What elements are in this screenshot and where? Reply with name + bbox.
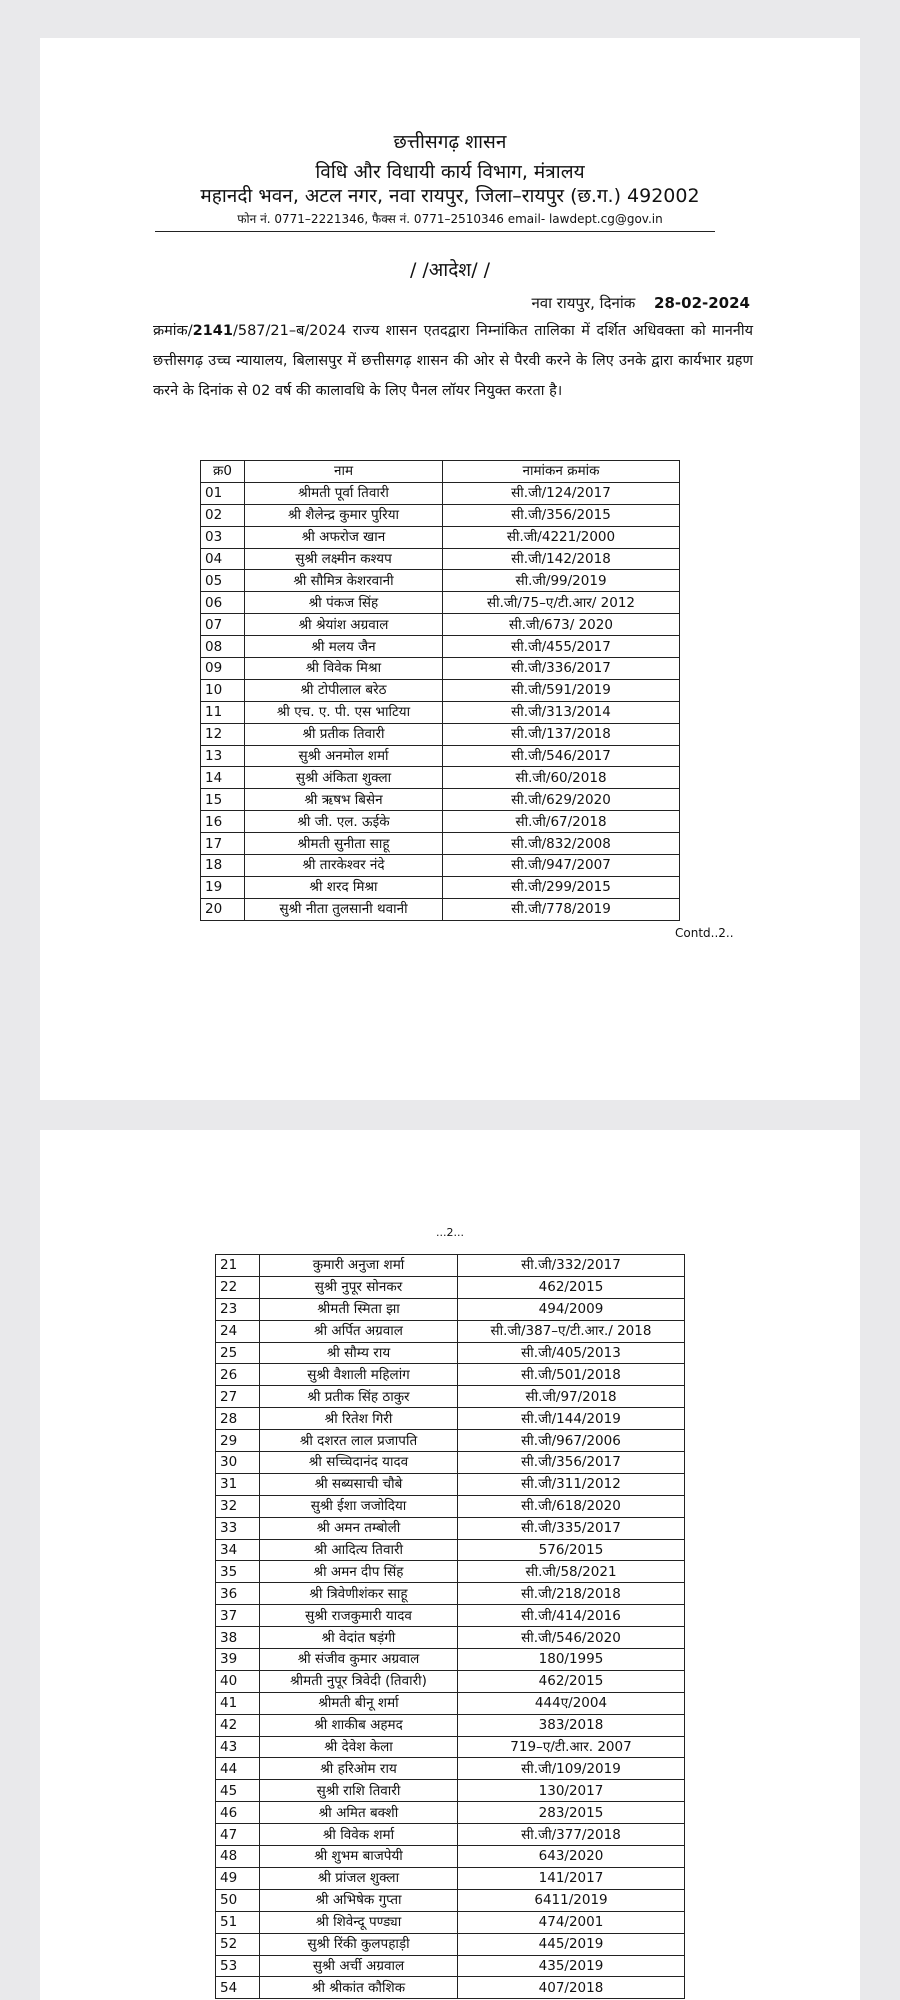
table-row — [201, 833, 680, 855]
table-row — [216, 1452, 685, 1474]
column-header-name: नाम — [245, 461, 443, 483]
table-row — [201, 636, 680, 658]
table-row — [201, 701, 680, 723]
enrollment-cell: सी.जी/75–ए/टी.आर/ 2012 — [443, 592, 680, 614]
enrollment-cell: सी.जी/591/2019 — [443, 679, 680, 701]
table-row — [216, 1605, 685, 1627]
enrollment-cell: सी.जी/137/2018 — [443, 723, 680, 745]
serial-cell: 16 — [201, 811, 245, 833]
column-header-serial: क्र0 — [201, 461, 245, 483]
name-cell: श्री शिवेन्दू पण्ड्या — [260, 1911, 458, 1933]
enrollment-cell: 474/2001 — [458, 1911, 685, 1933]
serial-cell: 27 — [216, 1386, 260, 1408]
name-cell: श्री श्रेयांश अग्रवाल — [245, 614, 443, 636]
serial-cell: 46 — [216, 1802, 260, 1824]
serial-cell: 31 — [216, 1473, 260, 1495]
table-row — [216, 1977, 685, 1999]
order-title: / /आदेश/ / — [409, 259, 491, 281]
order-number: 2141 — [192, 323, 233, 339]
name-cell: श्री वेदांत षड़ंगी — [260, 1627, 458, 1649]
serial-cell: 13 — [201, 745, 245, 767]
enrollment-cell: 576/2015 — [458, 1539, 685, 1561]
table-row — [216, 1298, 685, 1320]
enrollment-cell: सी.जी/546/2017 — [443, 745, 680, 767]
enrollment-cell: सी.जी/618/2020 — [458, 1495, 685, 1517]
serial-cell: 06 — [201, 592, 245, 614]
table-row — [216, 1955, 685, 1977]
name-cell: श्री अमित बक्शी — [260, 1802, 458, 1824]
enrollment-cell: सी.जी/967/2006 — [458, 1430, 685, 1452]
enrollment-cell: सी.जी/778/2019 — [443, 898, 680, 920]
serial-cell: 19 — [201, 876, 245, 898]
serial-cell: 41 — [216, 1692, 260, 1714]
enrollment-cell: सी.जी/60/2018 — [443, 767, 680, 789]
name-cell: सुश्री अर्ची अग्रवाल — [260, 1955, 458, 1977]
table-row — [201, 767, 680, 789]
header-address: महानदी भवन, अटल नगर, नवा रायपुर, जिला–रायपुर (छ.ग.) 492002 — [200, 185, 700, 207]
name-cell: श्री दशरत लाल प्रजापति — [260, 1430, 458, 1452]
enrollment-cell: सी.जी/377/2018 — [458, 1824, 685, 1846]
table-row — [216, 1539, 685, 1561]
name-cell: सुश्री वैशाली महिलांग — [260, 1364, 458, 1386]
serial-cell: 36 — [216, 1583, 260, 1605]
enrollment-cell: 445/2019 — [458, 1933, 685, 1955]
serial-cell: 43 — [216, 1736, 260, 1758]
name-cell: श्री अमन दीप सिंह — [260, 1561, 458, 1583]
name-cell: सुश्री रिंकी कुलपहाड़ी — [260, 1933, 458, 1955]
name-cell: श्री अभिषेक गुप्ता — [260, 1889, 458, 1911]
name-cell: श्री मलय जैन — [245, 636, 443, 658]
table-row — [201, 658, 680, 680]
table-row — [216, 1408, 685, 1430]
serial-cell: 11 — [201, 701, 245, 723]
serial-cell: 52 — [216, 1933, 260, 1955]
table-row — [201, 898, 680, 920]
serial-cell: 04 — [201, 548, 245, 570]
table-row — [216, 1276, 685, 1298]
name-cell: श्री प्रतीक तिवारी — [245, 723, 443, 745]
name-cell: श्रीमती बीनू शर्मा — [260, 1692, 458, 1714]
table-row — [216, 1714, 685, 1736]
serial-cell: 54 — [216, 1977, 260, 1999]
table-row — [201, 592, 680, 614]
enrollment-cell: सी.जी/218/2018 — [458, 1583, 685, 1605]
serial-cell: 38 — [216, 1627, 260, 1649]
enrollment-cell: सी.जी/99/2019 — [443, 570, 680, 592]
order-prefix: क्रमांक/ — [153, 323, 193, 339]
serial-cell: 30 — [216, 1452, 260, 1474]
serial-cell: 09 — [201, 658, 245, 680]
header-department: विधि और विधायी कार्य विभाग, मंत्रालय — [315, 161, 585, 183]
name-cell: श्री सच्चिदानंद यादव — [260, 1452, 458, 1474]
enrollment-cell: सी.जी/501/2018 — [458, 1364, 685, 1386]
enrollment-cell: सी.जी/356/2015 — [443, 504, 680, 526]
serial-cell: 26 — [216, 1364, 260, 1386]
table-row — [216, 1846, 685, 1868]
table-row — [216, 1320, 685, 1342]
serial-cell: 08 — [201, 636, 245, 658]
name-cell: श्री अफरोज खान — [245, 526, 443, 548]
order-date: 28-02-2024 — [654, 294, 750, 312]
enrollment-cell: 462/2015 — [458, 1670, 685, 1692]
serial-cell: 01 — [201, 482, 245, 504]
enrollment-cell: 130/2017 — [458, 1780, 685, 1802]
enrollment-cell: सी.जी/336/2017 — [443, 658, 680, 680]
enrollment-cell: सी.जी/4221/2000 — [443, 526, 680, 548]
name-cell: श्री रितेश गिरी — [260, 1408, 458, 1430]
serial-cell: 37 — [216, 1605, 260, 1627]
enrollment-cell: सी.जी/313/2014 — [443, 701, 680, 723]
serial-cell: 33 — [216, 1517, 260, 1539]
name-cell: श्री सब्यसाची चौबे — [260, 1473, 458, 1495]
place-date-line — [531, 293, 750, 313]
name-cell: श्री सौम्य राय — [260, 1342, 458, 1364]
table-row — [216, 1627, 685, 1649]
name-cell: श्रीमती नुपूर त्रिवेदी (तिवारी) — [260, 1670, 458, 1692]
document-page-1 — [40, 38, 860, 1100]
table-row — [201, 679, 680, 701]
enrollment-cell: 180/1995 — [458, 1649, 685, 1671]
order-paragraph — [153, 316, 753, 406]
name-cell: श्री टोपीलाल बरेठ — [245, 679, 443, 701]
order-body: /587/21–ब/2024 राज्य शासन एतदद्वारा निम्नांकित तालिका में दर्शित अधिवक्ता को माननीय छत्तीसगढ़ उच्च न्यायालय, बिलासपुर में छत्तीसगढ़ शासन की ओर से पैरवी करने के लिए उनके द्वारा कार्यभार ग्रहण करने के दिनांक से 02 वर्ष की कालावधि के लिए पैनल लॉयर नियुक्त करता है। — [153, 323, 753, 399]
serial-cell: 03 — [201, 526, 245, 548]
table-header-row — [201, 461, 680, 483]
page-number-marker: ...2... — [436, 1226, 464, 1239]
serial-cell: 23 — [216, 1298, 260, 1320]
name-cell: श्री देवेश केला — [260, 1736, 458, 1758]
enrollment-cell: सी.जी/414/2016 — [458, 1605, 685, 1627]
name-cell: श्रीमती स्मिता झा — [260, 1298, 458, 1320]
name-cell: श्री सौमित्र केशरवानी — [245, 570, 443, 592]
enrollment-cell: सी.जी/142/2018 — [443, 548, 680, 570]
serial-cell: 18 — [201, 855, 245, 877]
enrollment-cell: सी.जी/311/2012 — [458, 1473, 685, 1495]
enrollment-cell: 407/2018 — [458, 1977, 685, 1999]
table-row — [216, 1561, 685, 1583]
enrollment-cell: 383/2018 — [458, 1714, 685, 1736]
name-cell: श्री शुभम बाजपेयी — [260, 1846, 458, 1868]
table-row — [216, 1889, 685, 1911]
name-cell: श्री जी. एल. ऊईके — [245, 811, 443, 833]
enrollment-cell: सी.जी/356/2017 — [458, 1452, 685, 1474]
document-page-2 — [40, 1130, 860, 2000]
table-row — [201, 745, 680, 767]
name-cell: श्री शैलेन्द्र कुमार पुरिया — [245, 504, 443, 526]
serial-cell: 25 — [216, 1342, 260, 1364]
name-cell: श्री ऋषभ बिसेन — [245, 789, 443, 811]
enrollment-cell: 141/2017 — [458, 1867, 685, 1889]
enrollment-cell: सी.जी/546/2020 — [458, 1627, 685, 1649]
table-row — [216, 1758, 685, 1780]
enrollment-cell: सी.जी/629/2020 — [443, 789, 680, 811]
name-cell: सुश्री अनमोल शर्मा — [245, 745, 443, 767]
serial-cell: 22 — [216, 1276, 260, 1298]
serial-cell: 07 — [201, 614, 245, 636]
enrollment-cell: सी.जी/335/2017 — [458, 1517, 685, 1539]
table-row — [201, 876, 680, 898]
name-cell: श्री प्रतीक सिंह ठाकुर — [260, 1386, 458, 1408]
name-cell: सुश्री राशि तिवारी — [260, 1780, 458, 1802]
name-cell: श्री विवेक मिश्रा — [245, 658, 443, 680]
serial-cell: 28 — [216, 1408, 260, 1430]
table-row — [216, 1430, 685, 1452]
enrollment-cell: सी.जी/97/2018 — [458, 1386, 685, 1408]
serial-cell: 35 — [216, 1561, 260, 1583]
table-row — [216, 1473, 685, 1495]
serial-cell: 50 — [216, 1889, 260, 1911]
name-cell: सुश्री नीता तुलसानी थवानी — [245, 898, 443, 920]
table-row — [216, 1255, 685, 1277]
serial-cell: 32 — [216, 1495, 260, 1517]
table-row — [216, 1495, 685, 1517]
serial-cell: 10 — [201, 679, 245, 701]
name-cell: श्री एच. ए. पी. एस भाटिया — [245, 701, 443, 723]
serial-cell: 05 — [201, 570, 245, 592]
enrollment-cell: सी.जी/67/2018 — [443, 811, 680, 833]
enrollment-cell: 462/2015 — [458, 1276, 685, 1298]
enrollment-cell: सी.जी/832/2008 — [443, 833, 680, 855]
serial-cell: 17 — [201, 833, 245, 855]
table-row — [216, 1824, 685, 1846]
name-cell: श्री अमन तम्बोली — [260, 1517, 458, 1539]
table-row — [201, 811, 680, 833]
name-cell: सुश्री राजकुमारी यादव — [260, 1605, 458, 1627]
enrollment-cell: 435/2019 — [458, 1955, 685, 1977]
name-cell: श्री हरिओम राय — [260, 1758, 458, 1780]
table-row — [216, 1692, 685, 1714]
enrollment-cell: सी.जी/332/2017 — [458, 1255, 685, 1277]
name-cell: श्रीमती सुनीता साहू — [245, 833, 443, 855]
enrollment-cell: सी.जी/58/2021 — [458, 1561, 685, 1583]
name-cell: श्री त्रिवेणीशंकर साहू — [260, 1583, 458, 1605]
name-cell: श्री श्रीकांत कौशिक — [260, 1977, 458, 1999]
serial-cell: 40 — [216, 1670, 260, 1692]
name-cell: श्रीमती पूर्वा तिवारी — [245, 482, 443, 504]
table-row — [216, 1364, 685, 1386]
serial-cell: 44 — [216, 1758, 260, 1780]
name-cell: सुश्री नुपूर सोनकर — [260, 1276, 458, 1298]
enrollment-cell: सी.जी/947/2007 — [443, 855, 680, 877]
table-row — [216, 1802, 685, 1824]
header-contact: फोन नं. 0771–2221346, फैक्स नं. 0771–2510346 email- lawdept.cg@gov.in — [237, 212, 663, 226]
name-cell: श्री शाकीब अहमद — [260, 1714, 458, 1736]
enrollment-cell: 6411/2019 — [458, 1889, 685, 1911]
table-row — [216, 1867, 685, 1889]
table-row — [216, 1342, 685, 1364]
name-cell: श्री संजीव कुमार अग्रवाल — [260, 1649, 458, 1671]
panel-lawyer-table-2 — [215, 1254, 685, 1999]
name-cell: सुश्री अंकिता शुक्ला — [245, 767, 443, 789]
name-cell: कुमारी अनुजा शर्मा — [260, 1255, 458, 1277]
table-row — [201, 614, 680, 636]
serial-cell: 12 — [201, 723, 245, 745]
table-row — [201, 482, 680, 504]
name-cell: श्री अर्पित अग्रवाल — [260, 1320, 458, 1342]
name-cell: सुश्री ईशा जजोदिया — [260, 1495, 458, 1517]
continued-note: Contd..2.. — [675, 926, 734, 940]
table-row — [201, 570, 680, 592]
panel-lawyer-table-1 — [200, 460, 680, 921]
table-row — [216, 1670, 685, 1692]
table-row — [201, 789, 680, 811]
serial-cell: 49 — [216, 1867, 260, 1889]
serial-cell: 15 — [201, 789, 245, 811]
name-cell: श्री आदित्य तिवारी — [260, 1539, 458, 1561]
name-cell: श्री शरद मिश्रा — [245, 876, 443, 898]
name-cell: सुश्री लक्ष्मीन कश्यप — [245, 548, 443, 570]
table-row — [216, 1386, 685, 1408]
enrollment-cell: सी.जी/387–ए/टी.आर./ 2018 — [458, 1320, 685, 1342]
table-row — [201, 855, 680, 877]
serial-cell: 20 — [201, 898, 245, 920]
enrollment-cell: सी.जी/299/2015 — [443, 876, 680, 898]
table-row — [216, 1933, 685, 1955]
enrollment-cell: सी.जी/405/2013 — [458, 1342, 685, 1364]
serial-cell: 39 — [216, 1649, 260, 1671]
name-cell: श्री पंकज सिंह — [245, 592, 443, 614]
enrollment-cell: 643/2020 — [458, 1846, 685, 1868]
enrollment-cell: सी.जी/109/2019 — [458, 1758, 685, 1780]
table-row — [216, 1736, 685, 1758]
name-cell: श्री तारकेश्वर नंदे — [245, 855, 443, 877]
header-government: छत्तीसगढ़ शासन — [393, 131, 507, 153]
serial-cell: 02 — [201, 504, 245, 526]
table-row — [201, 504, 680, 526]
place-date-label: नवा रायपुर, दिनांक — [531, 294, 636, 312]
serial-cell: 42 — [216, 1714, 260, 1736]
name-cell: श्री प्रांजल शुक्ला — [260, 1867, 458, 1889]
enrollment-cell: 719–ए/टी.आर. 2007 — [458, 1736, 685, 1758]
table-row — [201, 548, 680, 570]
enrollment-cell: सी.जी/673/ 2020 — [443, 614, 680, 636]
serial-cell: 48 — [216, 1846, 260, 1868]
serial-cell: 45 — [216, 1780, 260, 1802]
table-row — [216, 1911, 685, 1933]
header-divider — [155, 231, 715, 232]
table-row — [201, 526, 680, 548]
enrollment-cell: सी.जी/144/2019 — [458, 1408, 685, 1430]
enrollment-cell: 494/2009 — [458, 1298, 685, 1320]
table-row — [216, 1649, 685, 1671]
serial-cell: 21 — [216, 1255, 260, 1277]
serial-cell: 47 — [216, 1824, 260, 1846]
serial-cell: 24 — [216, 1320, 260, 1342]
serial-cell: 14 — [201, 767, 245, 789]
table-row — [201, 723, 680, 745]
table-row — [216, 1517, 685, 1539]
serial-cell: 53 — [216, 1955, 260, 1977]
enrollment-cell: सी.जी/124/2017 — [443, 482, 680, 504]
table-row — [216, 1583, 685, 1605]
column-header-enrollment: नामांकन क्रमांक — [443, 461, 680, 483]
name-cell: श्री विवेक शर्मा — [260, 1824, 458, 1846]
enrollment-cell: 283/2015 — [458, 1802, 685, 1824]
serial-cell: 34 — [216, 1539, 260, 1561]
table-row — [216, 1780, 685, 1802]
serial-cell: 29 — [216, 1430, 260, 1452]
serial-cell: 51 — [216, 1911, 260, 1933]
enrollment-cell: 444ए/2004 — [458, 1692, 685, 1714]
enrollment-cell: सी.जी/455/2017 — [443, 636, 680, 658]
